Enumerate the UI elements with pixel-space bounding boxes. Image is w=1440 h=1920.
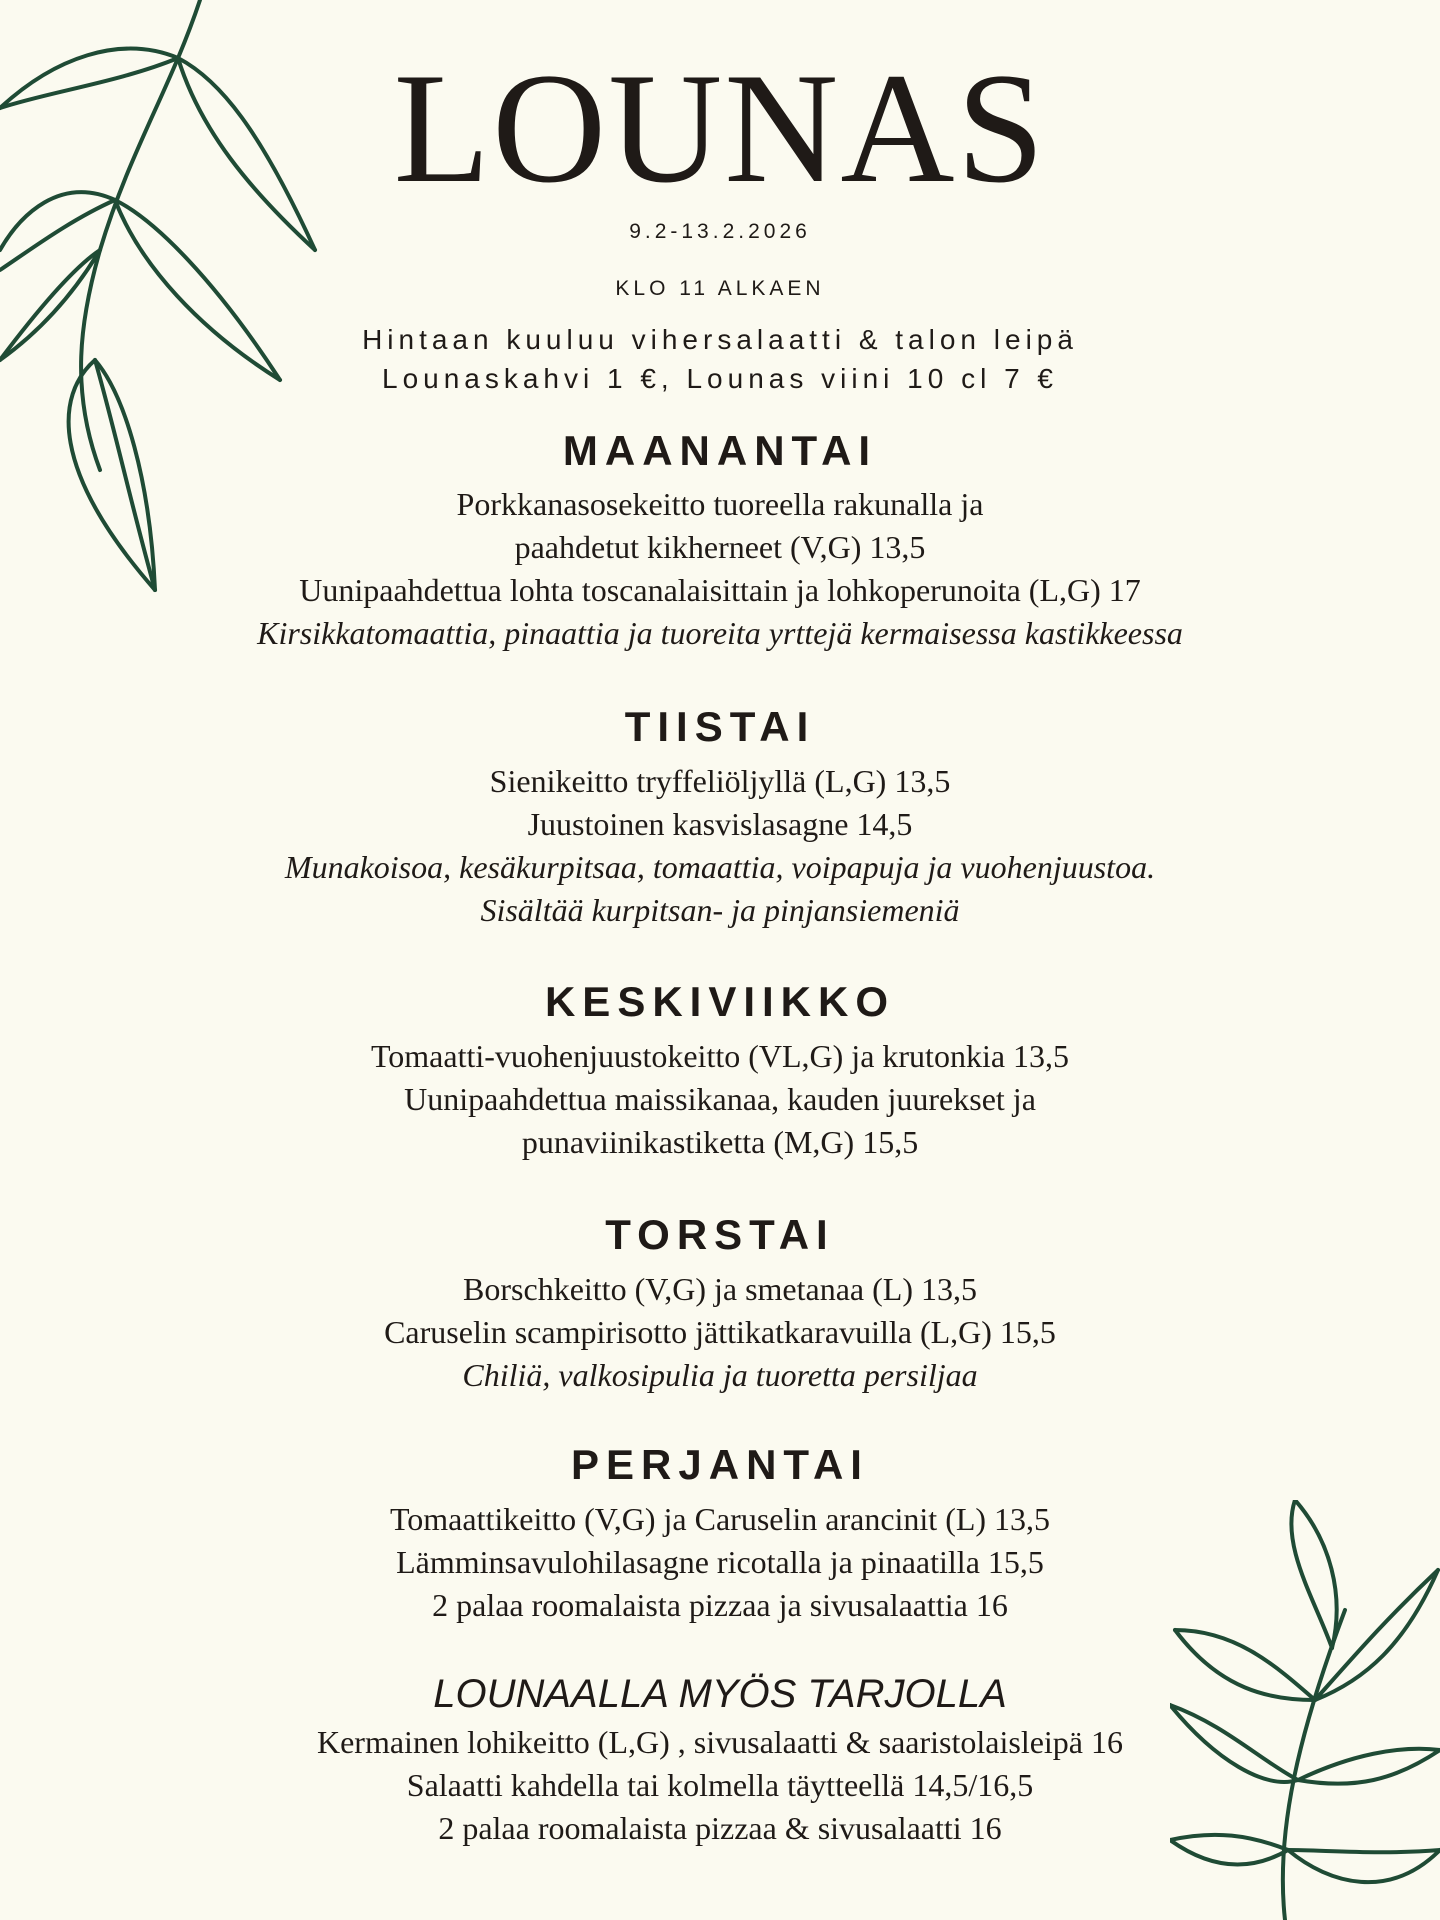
menu-description: Munakoisoa, kesäkurpitsaa, tomaattia, voipapuja ja vuohenjuustoa. xyxy=(284,849,1156,885)
menu-line: Porkkanasosekeitto tuoreella rakunalla ja xyxy=(456,486,984,522)
menu-line: 2 palaa roomalaista pizzaa ja sivusalaattia 16 xyxy=(432,1587,1008,1623)
menu-title: LOUNAS xyxy=(393,41,1047,216)
menu-line: Lämminsavulohilasagne ricotalla ja pinaatilla 15,5 xyxy=(396,1544,1044,1580)
menu-line: paahdetut kikherneet (V,G) 13,5 xyxy=(514,529,926,565)
menu-line: Uunipaahdettua maissikanaa, kauden juurekset ja xyxy=(404,1081,1036,1117)
menu-line: Tomaatti-vuohenjuustokeitto (VL,G) ja krutonkia 13,5 xyxy=(370,1038,1070,1074)
menu-description: Kirsikkatomaattia, pinaattia ja tuoreita yrttejä kermaisessa kastikkeessa xyxy=(257,615,1183,651)
menu-description: Chiliä, valkosipulia ja tuoretta persiljaa xyxy=(462,1357,978,1393)
menu-line: Caruselin scampirisotto jättikatkaravuilla (L,G) 15,5 xyxy=(384,1314,1056,1350)
menu-description: Sisältää kurpitsan- ja pinjansiemeniä xyxy=(480,892,960,928)
menu-line: Tomaattikeitto (V,G) ja Caruselin arancinit (L) 13,5 xyxy=(389,1501,1051,1537)
date-range: 9.2-13.2.2026 xyxy=(629,220,811,243)
menu-line: Juustoinen kasvislasagne 14,5 xyxy=(527,806,913,842)
menu-line: Uunipaahdettua lohta toscanalaisittain ja lohkoperunoita (L,G) 17 xyxy=(299,572,1141,608)
also-available-heading: LOUNAALLA MYÖS TARJOLLA xyxy=(433,1672,1007,1716)
menu-line: punaviinikastiketta (M,G) 15,5 xyxy=(521,1124,919,1160)
day-heading-friday: PERJANTAI xyxy=(571,1441,869,1488)
menu-line: Kermainen lohikeitto (L,G) , sivusalaatti & saaristolaisleipä 16 xyxy=(316,1724,1123,1760)
serving-time: KLO 11 ALKAEN xyxy=(615,277,825,300)
menu-line: Salaatti kahdella tai kolmella täytteellä 14,5/16,5 xyxy=(406,1767,1034,1803)
day-heading-wednesday: KESKIVIIKKO xyxy=(544,978,896,1025)
price-included-note: Hintaan kuuluu vihersalaatti & talon leipä xyxy=(362,324,1078,355)
day-heading-thursday: TORSTAI xyxy=(605,1211,835,1258)
menu-line: 2 palaa roomalaista pizzaa & sivusalaatti 16 xyxy=(438,1810,1002,1846)
menu-line: Borschkeitto (V,G) ja smetanaa (L) 13,5 xyxy=(463,1271,977,1307)
day-heading-tuesday: TIISTAI xyxy=(624,703,816,750)
day-heading-monday: MAANANTAI xyxy=(562,427,878,474)
menu-line: Sienikeitto tryffeliöljyllä (L,G) 13,5 xyxy=(489,763,951,799)
extras-pricing-note: Lounaskahvi 1 €, Lounas viini 10 cl 7 € xyxy=(382,363,1058,394)
